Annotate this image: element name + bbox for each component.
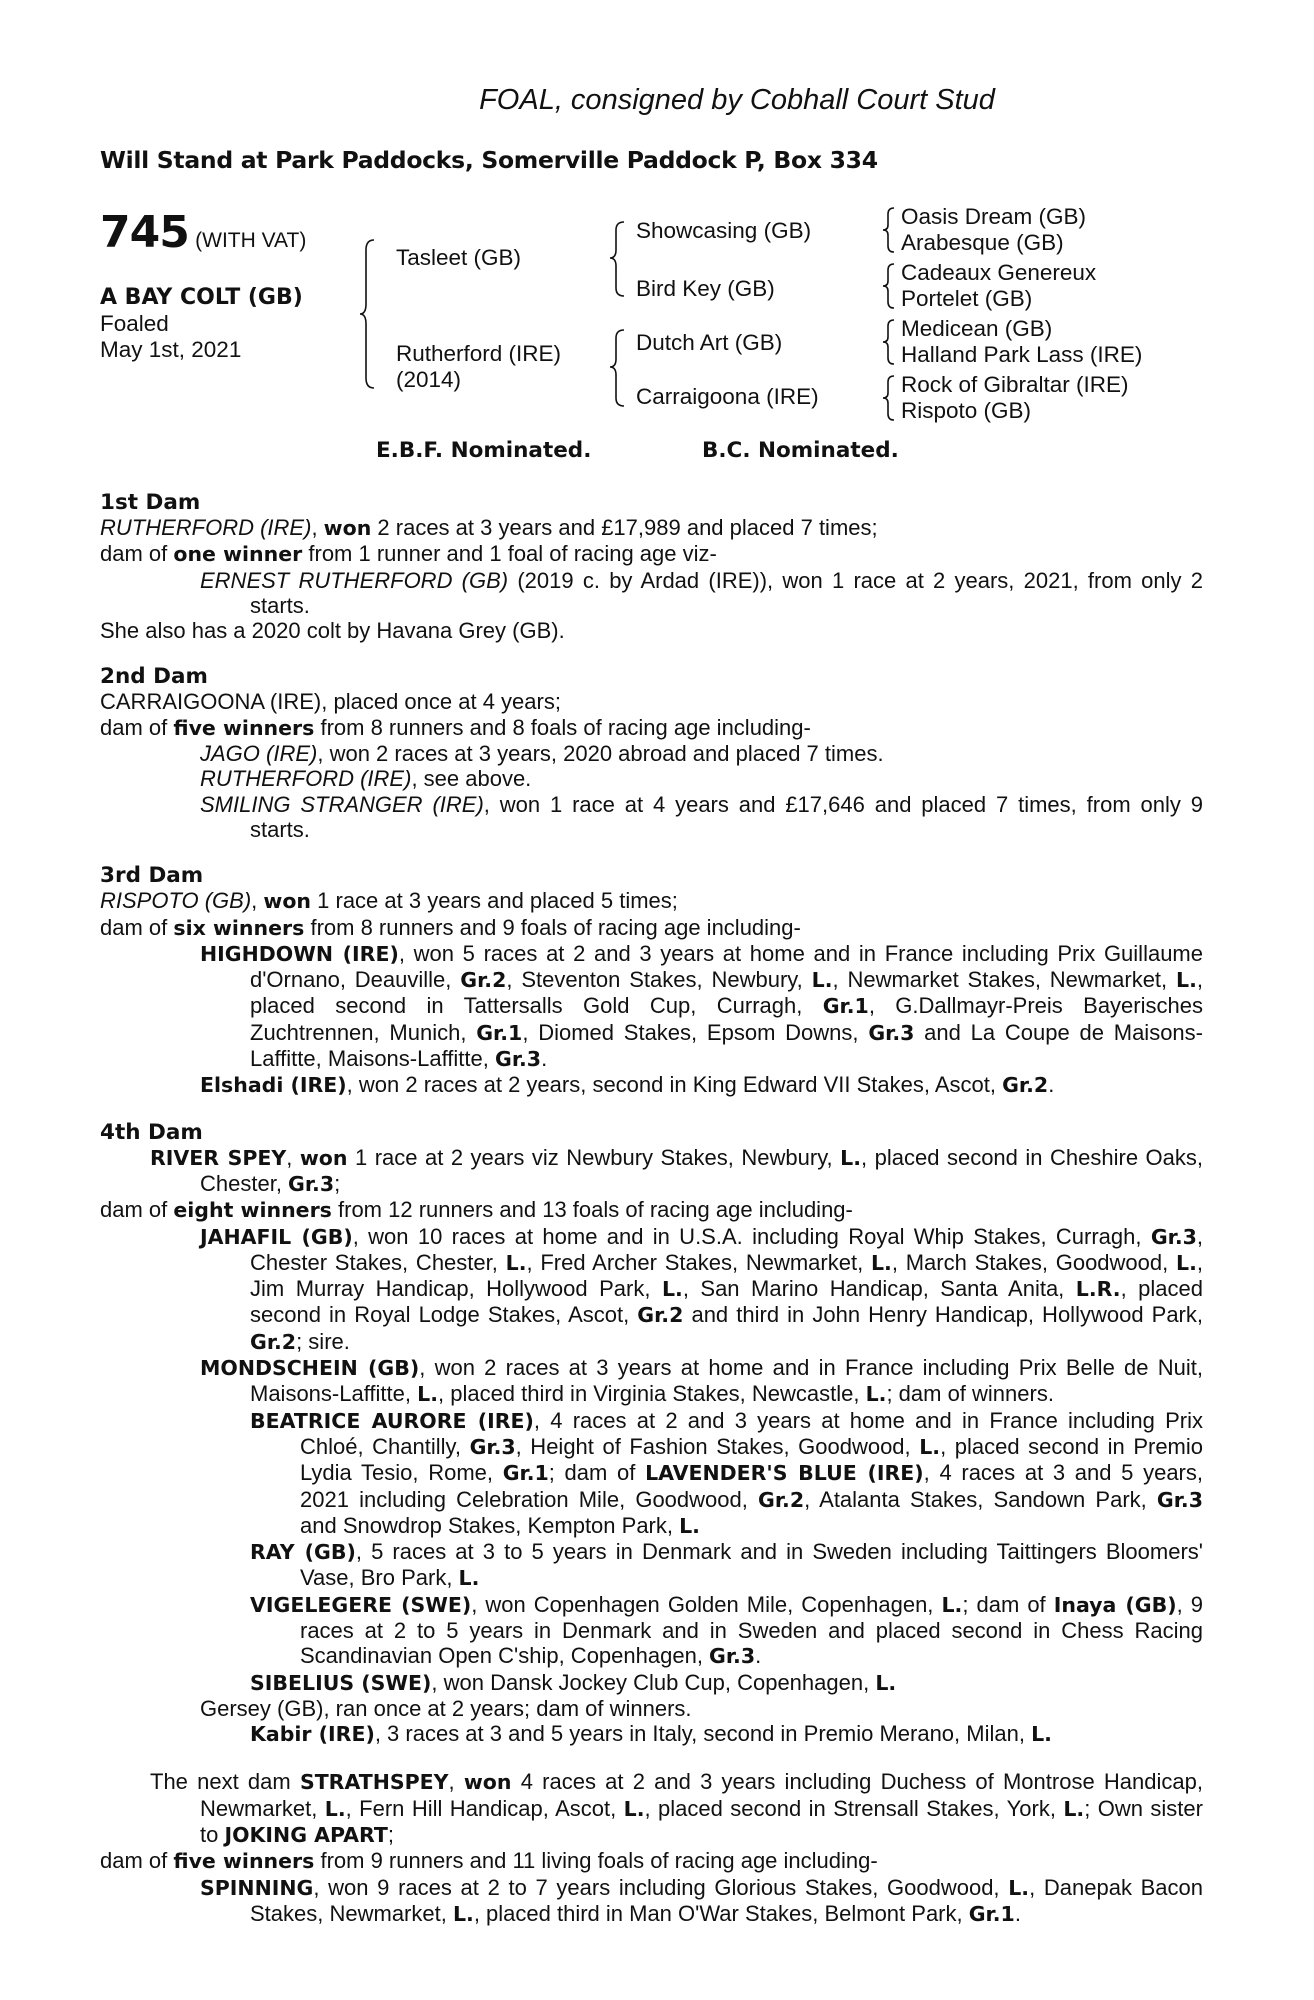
bold-text: L. — [840, 1145, 862, 1170]
sire-sire: Showcasing (GB) — [636, 218, 812, 243]
grandsire-7: Rock of Gibraltar (IRE) — [901, 372, 1129, 397]
third-dam-section — [100, 864, 1203, 1098]
text: , San Marino Handicap, Santa Anita, — [682, 1276, 1076, 1302]
sister-name: JOKING APART — [224, 1823, 388, 1848]
dam-dam: Carraigoona (IRE) — [636, 384, 819, 409]
won-label: won — [263, 889, 312, 914]
text: , Diomed Stakes, Epsom Downs, — [522, 1019, 869, 1045]
foaled-date: May 1st, 2021 — [100, 337, 242, 362]
produce-name: SMILING STRANGER (IRE) — [200, 791, 484, 817]
text: , Fern Hill Handicap, Ascot, — [345, 1795, 624, 1821]
bold-text: Gr.2 — [250, 1329, 297, 1354]
granddam-6: Halland Park Lass (IRE) — [901, 342, 1143, 367]
text: . — [1048, 1072, 1055, 1098]
produce-entry-highdown — [100, 941, 1203, 1072]
text: , won 1 race at 4 years and £17,646 and placed 7 times, from only 9 starts. — [250, 791, 1203, 842]
bold-text: L. — [875, 1670, 897, 1695]
bold-text: L. — [417, 1382, 438, 1407]
g56-brace — [882, 318, 898, 368]
produce-name: SIBELIUS (SWE) — [250, 1670, 432, 1695]
text: dam of — [100, 714, 174, 740]
bold-text: L. — [1176, 1250, 1197, 1275]
first-dam-produce-summary — [100, 541, 1203, 567]
first-dam-record — [100, 515, 1203, 541]
dam-name: RISPOTO (GB) — [100, 888, 252, 914]
produce-name: JAGO (IRE) — [200, 741, 318, 767]
bold-text: Gr.2 — [758, 1487, 805, 1512]
first-dam-section — [100, 491, 1203, 643]
text: , won 2 races at 3 years, 2020 abroad and placed 7 times. — [317, 741, 884, 767]
bold-text: L. — [919, 1434, 941, 1459]
dam-name: RUTHERFORD (IRE) — [100, 515, 312, 540]
bold-text: L. — [679, 1513, 700, 1538]
text: , won 5 races at 2 and 3 years at home and in France including Prix Guillaume d'Ornano, Deauville, — [250, 940, 1203, 993]
bold-text: Gr.3 — [709, 1644, 756, 1669]
text: , 5 races at 3 to 5 years in Denmark and in Sweden including Taittingers Bloomers' Vase, Bro Park, — [300, 1539, 1203, 1591]
bold-text: L. — [941, 1592, 963, 1617]
text: from 12 runners and 13 foals of racing age including- — [331, 1197, 853, 1223]
bold-text: Gr.1 — [822, 994, 869, 1019]
text: , see above. — [411, 766, 532, 792]
lot-number-block — [100, 207, 306, 258]
produce-entry-sibelius — [100, 1670, 1203, 1696]
produce-name: LAVENDER'S BLUE (IRE) — [645, 1461, 924, 1486]
text: 1 race at 2 years viz Newbury Stakes, Newbury, — [347, 1144, 841, 1170]
sire-dam-brace — [360, 238, 380, 390]
third-dam-heading: 3rd Dam — [100, 863, 204, 889]
bold-text: Gr.2 — [637, 1303, 684, 1328]
winners-count: five winners — [173, 1849, 315, 1874]
text: , won Dansk Jockey Club Cup, Copenhagen, — [431, 1669, 876, 1695]
produce-entry — [100, 568, 1203, 619]
bold-text: L. — [1063, 1796, 1085, 1821]
g34-brace — [882, 262, 898, 312]
next-dam-record — [100, 1769, 1203, 1848]
third-dam-produce-summary — [100, 915, 1203, 941]
fourth-dam-record — [100, 1145, 1203, 1198]
winners-count: eight winners — [173, 1198, 332, 1223]
produce-note: She also has a 2020 colt by Havana Grey (GB). — [100, 618, 565, 644]
bold-text: Gr.3 — [495, 1047, 542, 1072]
produce-name: SPINNING — [200, 1875, 314, 1900]
bold-text: L. — [324, 1796, 346, 1821]
produce-entry-elshadi — [100, 1072, 1203, 1098]
bold-text: L. — [865, 1382, 887, 1407]
produce-name: BEATRICE AURORE (IRE) — [250, 1408, 534, 1433]
winners-count: one winner — [173, 542, 303, 567]
first-dam-heading: 1st Dam — [100, 490, 201, 515]
text: , G.Dallmayr-Preis Bayerisches Zuchtrennen, Munich, — [250, 993, 1203, 1045]
produce-name: RUTHERFORD (IRE) — [200, 766, 412, 792]
text: , won 2 races at 3 years at home and in France including Prix Belle de Nuit, Maisons-Laffitte, — [250, 1355, 1203, 1407]
text: dam of — [100, 1197, 174, 1223]
text: ; — [334, 1170, 341, 1196]
bold-text: L.R. — [1075, 1277, 1121, 1302]
text: , placed second in Tattersalls Gold Cup, Curragh, — [250, 967, 1203, 1019]
text: from 8 runners and 9 foals of racing age including- — [304, 914, 801, 940]
catalogue-body — [100, 491, 1203, 1949]
text: , placed second in Cheshire Oaks, Chester, — [200, 1144, 1204, 1196]
granddam-4: Portelet (GB) — [901, 286, 1033, 311]
text: , 9 races at 2 to 5 years in Denmark and in Sweden and placed second in Chess Racing Scandinavian Open C'ship, Copenhagen, — [300, 1591, 1204, 1669]
dam: Rutherford (IRE) — [396, 341, 562, 366]
text: , — [251, 888, 264, 914]
text: . — [1014, 1900, 1021, 1926]
next-dam-produce-summary — [100, 1848, 1203, 1874]
text: (2019 c. by Ardad (IRE)), won 1 race at 2 years, 2021, from only 2 starts. — [250, 567, 1203, 618]
text: , placed second in Premio Lydia Tesio, Rome, — [300, 1433, 1204, 1486]
text: , won Copenhagen Golden Mile, Copenhagen, — [471, 1591, 942, 1617]
produce-entry-vigelegere — [100, 1592, 1203, 1670]
bold-text: Gr.3 — [1150, 1224, 1197, 1249]
dam-name: RIVER SPEY — [150, 1145, 287, 1170]
text: and Snowdrop Stakes, Kempton Park, — [300, 1512, 680, 1538]
text: , placed third in Virginia Stakes, Newcastle, — [437, 1381, 866, 1407]
bold-text: L. — [1031, 1722, 1052, 1747]
text: 1 race at 3 years and placed 5 times; — [311, 888, 678, 914]
text: , Newmarket Stakes, Newmarket, — [832, 967, 1177, 993]
sire-parents-brace — [610, 220, 630, 300]
text: and third in John Henry Handicap, Hollywood Park, — [683, 1302, 1203, 1328]
produce-entry — [100, 792, 1203, 843]
g12-brace — [882, 206, 898, 256]
ebf-nominated: E.B.F. Nominated. — [376, 438, 592, 463]
text: ; dam of — [962, 1591, 1054, 1617]
grandsire-5: Medicean (GB) — [901, 316, 1053, 341]
bold-text: L. — [661, 1277, 683, 1302]
bold-text: Gr.2 — [460, 968, 507, 993]
bold-text: L. — [1176, 968, 1197, 993]
second-dam-section — [100, 665, 1203, 842]
text: , placed second in Royal Lodge Stakes, Ascot, — [250, 1276, 1203, 1328]
text: ; — [387, 1822, 395, 1848]
text: , 4 races at 2 and 3 years at home and in France including Prix Chloé, Chantilly, — [300, 1407, 1203, 1459]
produce-name: HIGHDOWN (IRE) — [200, 941, 399, 966]
text: . — [541, 1046, 548, 1072]
fourth-dam-produce-summary — [100, 1197, 1203, 1223]
produce-entry — [100, 766, 1203, 791]
next-dam-section — [100, 1769, 1203, 1927]
consignor-line: FOAL, consigned by Cobhall Court Stud — [479, 84, 995, 116]
text: , 3 races at 3 and 5 years in Italy, second in Premio Merano, Milan, — [374, 1721, 1032, 1747]
text: , placed third in Man O'War Stakes, Belmont Park, — [473, 1900, 969, 1926]
text: , Danepak Bacon Stakes, Newmarket, — [250, 1874, 1203, 1926]
third-dam-record — [100, 888, 1203, 914]
text: The next dam — [150, 1769, 300, 1795]
sire-dam: Bird Key (GB) — [636, 276, 775, 301]
bold-text: L. — [505, 1250, 527, 1275]
granddam-2: Arabesque (GB) — [901, 230, 1064, 255]
text: . — [755, 1643, 762, 1669]
bold-text: Gr.3 — [469, 1434, 516, 1459]
text: , won 2 races at 2 years, second in King Edward VII Stakes, Ascot, — [346, 1072, 1003, 1098]
horse-description — [100, 285, 303, 363]
text: dam of — [100, 1848, 174, 1874]
text: , Height of Fashion Stakes, Goodwood, — [515, 1433, 920, 1459]
text: , Fred Archer Stakes, Newmarket, — [526, 1249, 871, 1275]
text: dam of — [100, 541, 174, 567]
bold-text: Gr.3 — [1156, 1487, 1203, 1512]
text: from 8 runners and 8 foals of racing age including- — [314, 714, 811, 740]
second-dam-heading: 2nd Dam — [100, 664, 208, 690]
produce-name: JAHAFIL (GB) — [200, 1224, 353, 1249]
produce-entry-kabir — [100, 1721, 1203, 1747]
fourth-dam-section — [100, 1121, 1203, 1748]
text: 2 races at 3 years and £17,989 and placed 7 times; — [371, 515, 878, 540]
produce-entry-jahafil — [100, 1224, 1203, 1355]
second-dam-record: CARRAIGOONA (IRE), placed once at 4 years; — [100, 689, 561, 715]
bold-text: Gr.1 — [968, 1901, 1015, 1926]
bold-text: Gr.1 — [476, 1020, 523, 1045]
text: ; Own sister to — [200, 1795, 1203, 1848]
stand-location: Will Stand at Park Paddocks, Somerville Paddock P, Box 334 — [100, 146, 878, 174]
produce-entry — [100, 741, 1203, 766]
bold-text: L. — [811, 968, 833, 993]
bold-text: L. — [623, 1796, 645, 1821]
bc-nominated: B.C. Nominated. — [702, 438, 899, 463]
bold-text: Gr.1 — [502, 1461, 549, 1486]
bold-text: L. — [452, 1901, 474, 1926]
bold-text: Gr.2 — [1002, 1073, 1049, 1098]
text: , won 10 races at home and in U.S.A. including Royal Whip Stakes, Curragh, — [352, 1223, 1151, 1249]
bold-text: L. — [1008, 1875, 1030, 1900]
winners-count: six winners — [173, 915, 305, 940]
text: , won 9 races at 2 to 7 years including Glorious Stakes, Goodwood, — [313, 1874, 1009, 1900]
text: and La Coupe de Maisons-Laffitte, Maisons-Laffitte, — [250, 1019, 1203, 1072]
bold-text: L. — [870, 1250, 892, 1275]
produce-name: ERNEST RUTHERFORD (GB) — [200, 567, 509, 593]
text: , Chester Stakes, Chester, — [250, 1223, 1204, 1275]
produce-name: Elshadi (IRE) — [200, 1073, 347, 1098]
won-label: won — [463, 1770, 512, 1795]
text: , Atalanta Stakes, Sandown Park, — [804, 1486, 1157, 1512]
grandsire-1: Oasis Dream (GB) — [901, 204, 1087, 229]
bold-text: Gr.3 — [868, 1020, 915, 1045]
text: , placed second in Strensall Stakes, York, — [644, 1795, 1064, 1821]
text: ; sire. — [296, 1328, 350, 1354]
produce-entry-beatrice-aurore — [100, 1408, 1203, 1539]
text: ; dam of — [548, 1460, 646, 1486]
won-label: won — [323, 516, 372, 540]
produce-name: Kabir (IRE) — [250, 1722, 375, 1747]
produce-name: MONDSCHEIN (GB) — [200, 1356, 420, 1381]
lot-number: 745 — [100, 207, 189, 258]
text: from 1 runner and 1 foal of racing age viz- — [302, 541, 717, 567]
second-dam-produce-summary — [100, 715, 1203, 741]
bold-text: Gr.3 — [288, 1171, 335, 1196]
text: , Steventon Stakes, Newbury, — [506, 967, 812, 993]
produce-name: Inaya (GB) — [1053, 1592, 1177, 1617]
winners-count: five winners — [173, 715, 315, 740]
produce-entry-ray — [100, 1539, 1203, 1592]
dam-name: STRATHSPEY — [299, 1770, 449, 1795]
dam-year: (2014) — [396, 367, 462, 392]
vat-note: (WITH VAT) — [195, 229, 307, 252]
dam-parents-brace — [610, 328, 630, 410]
text: ; dam of winners. — [886, 1381, 1054, 1407]
text: , — [448, 1769, 464, 1795]
text: , 4 races at 3 and 5 years, 2021 including Celebration Mile, Goodwood, — [300, 1460, 1203, 1512]
text: , Jim Murray Handicap, Hollywood Park, — [250, 1249, 1203, 1302]
granddam-8: Rispoto (GB) — [901, 398, 1032, 423]
won-label: won — [299, 1145, 348, 1170]
grandsire-3: Cadeaux Genereux — [901, 260, 1097, 285]
produce-name: VIGELEGERE (SWE) — [250, 1592, 472, 1617]
foaled-label: Foaled — [100, 311, 169, 336]
produce-entry-spinning — [100, 1875, 1203, 1928]
g78-brace — [882, 374, 898, 424]
text: dam of — [100, 914, 174, 940]
text: , March Stakes, Goodwood, — [891, 1249, 1177, 1275]
text: 4 races at 2 and 3 years including Duchess of Montrose Handicap, Newmarket, — [200, 1769, 1203, 1821]
horse-name: A BAY COLT (GB) — [100, 285, 303, 310]
text: , — [286, 1144, 300, 1170]
text: , — [311, 515, 324, 540]
bold-text: L. — [458, 1566, 480, 1591]
text: from 9 runners and 11 living foals of racing age including- — [314, 1848, 878, 1874]
fourth-dam-heading: 4th Dam — [100, 1119, 203, 1145]
produce-name: RAY (GB) — [250, 1540, 356, 1565]
produce-entry-mondschein — [100, 1355, 1203, 1408]
sire: Tasleet (GB) — [396, 245, 522, 270]
produce-entry-gersey: Gersey (GB), ran once at 2 years; dam of winners. — [200, 1695, 692, 1721]
dam-sire: Dutch Art (GB) — [636, 330, 783, 355]
